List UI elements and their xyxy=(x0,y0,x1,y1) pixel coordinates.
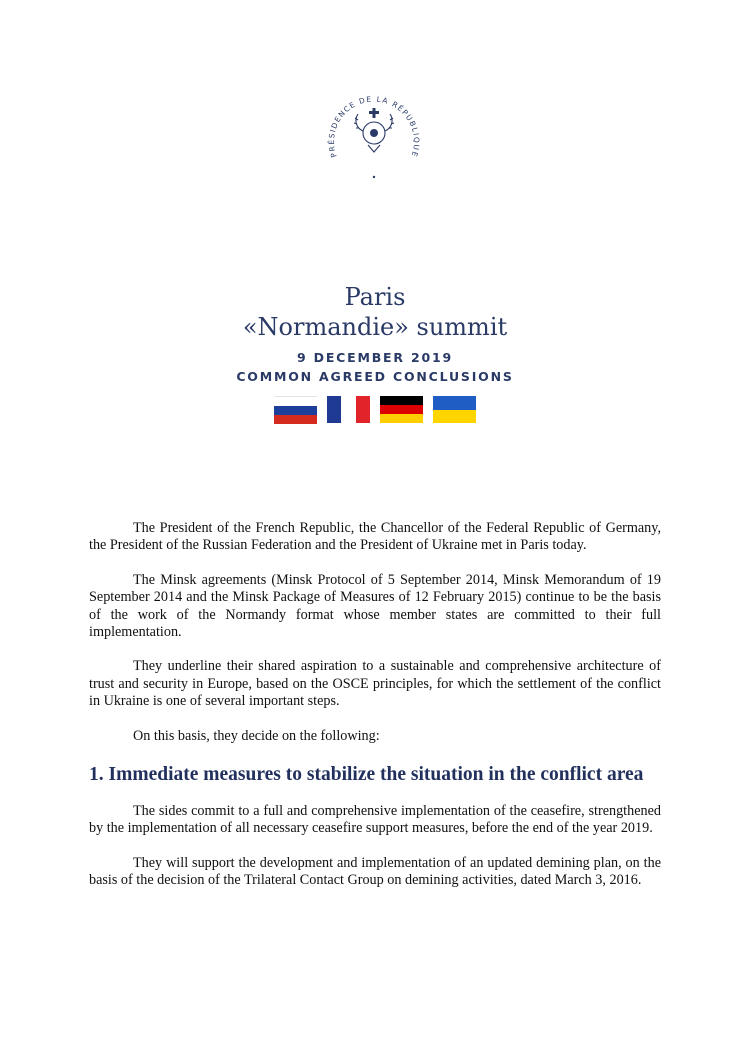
germany-flag-icon xyxy=(380,396,423,423)
title-summit: «Normandie» summit xyxy=(242,313,508,341)
paragraph-minsk-agreements: The Minsk agreements (Minsk Protocol of 5 September 2014, Minsk Memorandum of 19 September 2014 and the Minsk Package of Measures of 12 February 2015) continue to be the basis of the work of the Normandy format whose member states are committed to their full implementation. xyxy=(89,571,661,641)
summit-date: 9 DECEMBER 2019 xyxy=(297,350,453,365)
title-city: Paris xyxy=(344,283,406,311)
france-flag-icon xyxy=(327,396,370,423)
document-body xyxy=(89,520,661,907)
document-header xyxy=(0,282,750,386)
ukraine-flag-icon xyxy=(433,396,476,423)
paragraph-intro: The President of the French Republic, the Chancellor of the Federal Republic of Germany, the President of the Russian Federation and the President of Ukraine met in Paris today. xyxy=(89,520,661,554)
section-heading-1: 1. Immediate measures to stabilize the situation in the conflict area xyxy=(89,764,644,786)
russia-flag-icon xyxy=(274,396,317,423)
svg-text:PRÉSIDENCE DE LA RÉPUBLIQUE xyxy=(327,95,421,159)
paragraph-security-architecture: They underline their shared aspiration to a sustainable and comprehensive architecture of trust and security in Europe, based on the OSCE principles, for which the settlement of the conflict in Ukraine is one of several important steps. xyxy=(89,658,661,710)
paragraph-decision-intro: On this basis, they decide on the following: xyxy=(133,727,380,744)
flag-row xyxy=(274,396,479,424)
seal-legend: PRÉSIDENCE DE LA RÉPUBLIQUE xyxy=(326,94,422,159)
paragraph-ceasefire: The sides commit to a full and comprehensive implementation of the ceasefire, strengthened by the implementation of all necessary ceasefire support measures, before the end of the year 2019. xyxy=(89,803,661,837)
presidency-seal-logo xyxy=(322,84,426,182)
document-subtitle: COMMON AGREED CONCLUSIONS xyxy=(236,369,514,384)
paragraph-demining: They will support the development and implementation of an updated demining plan, on the basis of the decision of the Trilateral Contact Group on demining activities, dated March 3, 2016. xyxy=(89,854,661,889)
